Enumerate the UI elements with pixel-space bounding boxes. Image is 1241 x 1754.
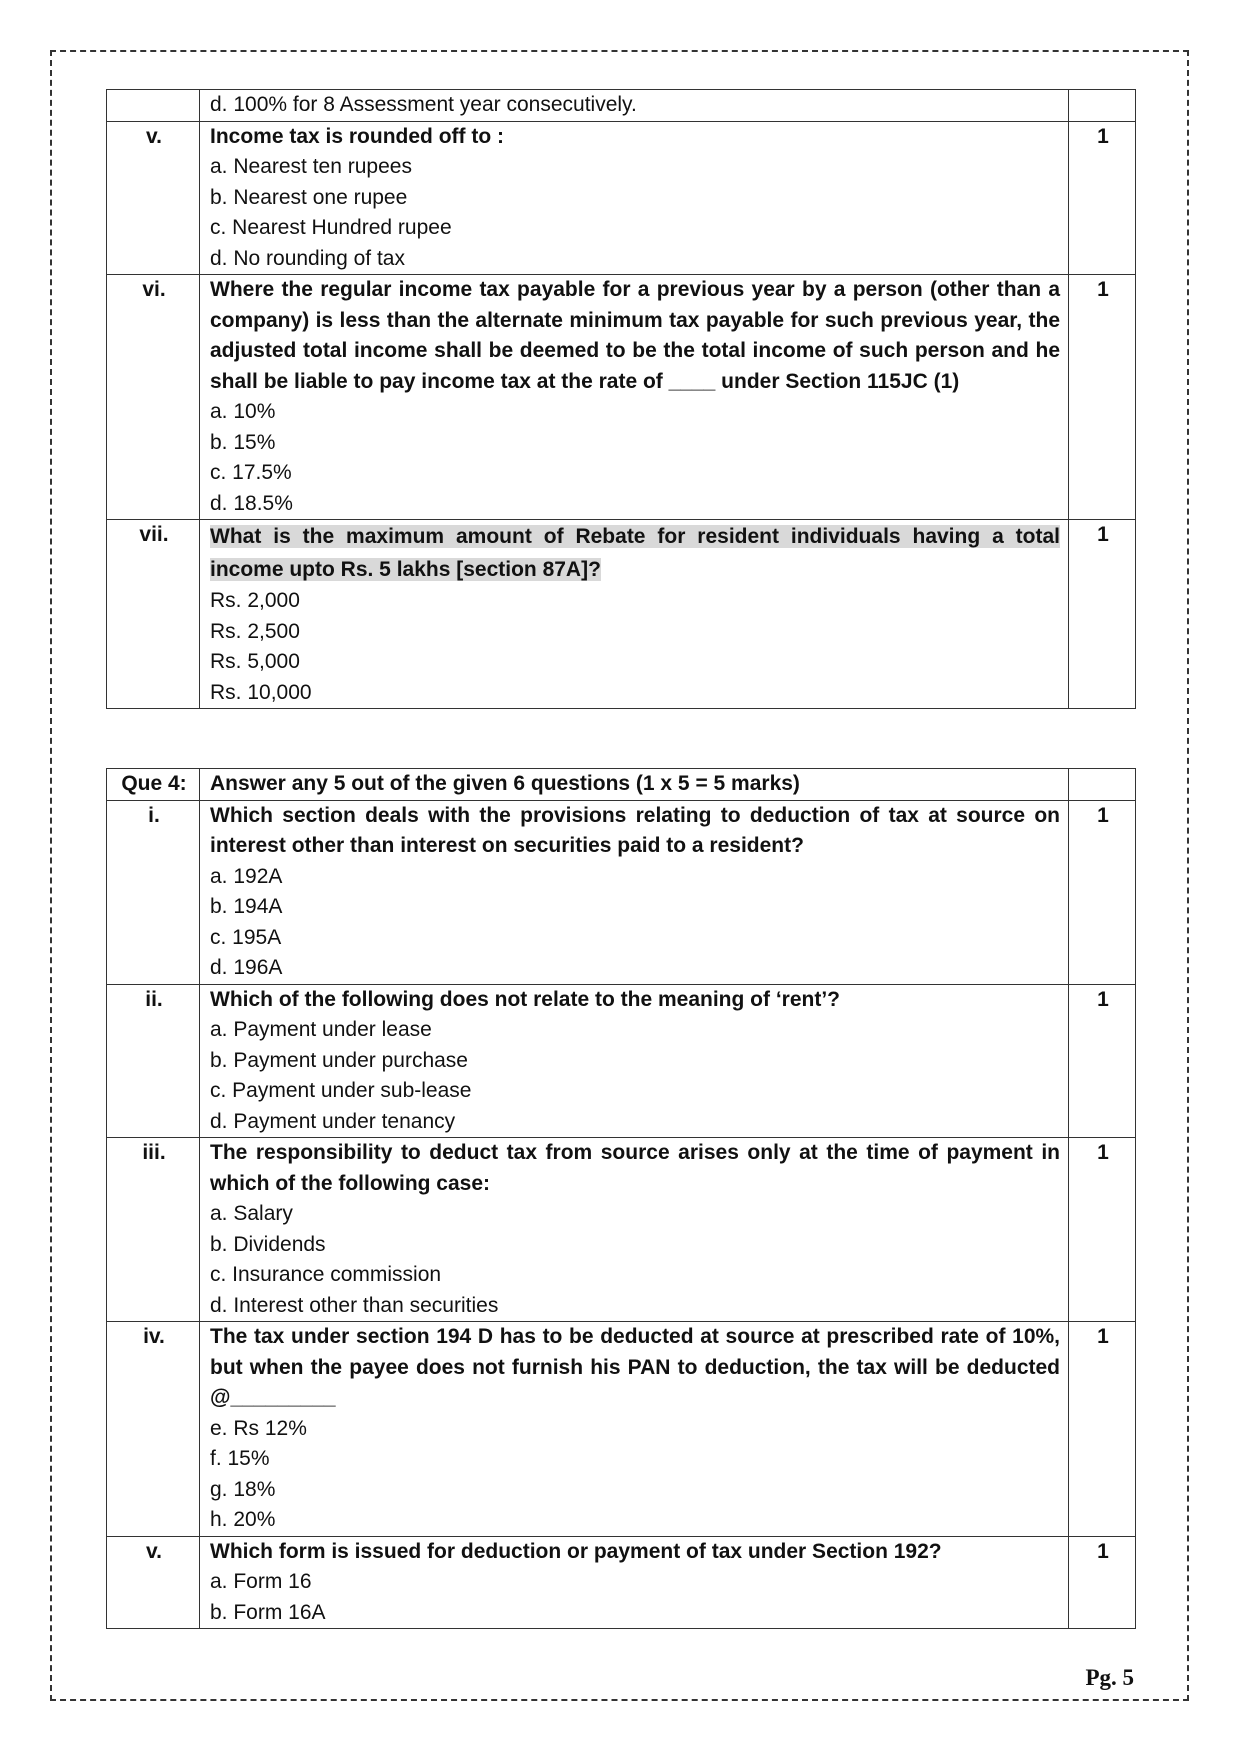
section-instruction: Answer any 5 out of the given 6 questions (1 x 5 = 5 marks) bbox=[200, 769, 1069, 801]
option: h. 20% bbox=[210, 1508, 276, 1531]
question-text: The responsibility to deduct tax from source arises only at the time of payment in which of the following case: bbox=[210, 1141, 1060, 1195]
question-cell bbox=[200, 800, 1069, 984]
table-header-row bbox=[107, 769, 1136, 801]
table-row bbox=[107, 520, 1136, 709]
question-number: iv. bbox=[107, 1322, 200, 1537]
option: c. 195A bbox=[210, 925, 282, 949]
question-text: Income tax is rounded off to : bbox=[210, 124, 505, 148]
question-number: vi. bbox=[107, 275, 200, 520]
question-number: v. bbox=[107, 1536, 200, 1629]
marks: 1 bbox=[1069, 984, 1136, 1138]
question-cell bbox=[200, 984, 1069, 1138]
table-row bbox=[107, 121, 1136, 275]
marks bbox=[1069, 769, 1136, 801]
marks: 1 bbox=[1069, 1138, 1136, 1322]
option: Rs. 2,500 bbox=[210, 619, 300, 643]
section-label: Que 4: bbox=[107, 769, 200, 801]
option: d. No rounding of tax bbox=[210, 246, 405, 270]
question-cell bbox=[200, 121, 1069, 275]
option: a. Form 16 bbox=[210, 1570, 312, 1593]
option: d. Interest other than securities bbox=[210, 1293, 499, 1317]
marks: 1 bbox=[1069, 1322, 1136, 1537]
option: b. 194A bbox=[210, 895, 283, 918]
question-cell bbox=[200, 520, 1069, 709]
question-cell bbox=[200, 1138, 1069, 1322]
question-cell bbox=[200, 1322, 1069, 1537]
option: b. 15% bbox=[210, 430, 276, 454]
question-cell bbox=[200, 90, 1069, 122]
marks: 1 bbox=[1069, 800, 1136, 984]
option: c. 17.5% bbox=[210, 461, 292, 484]
question-table-que4 bbox=[106, 768, 1136, 1629]
question-number: i. bbox=[107, 800, 200, 984]
option: g. 18% bbox=[210, 1477, 276, 1501]
option: a. Nearest ten rupees bbox=[210, 155, 412, 178]
option: f. 15% bbox=[210, 1447, 270, 1470]
option: c. Nearest Hundred rupee bbox=[210, 216, 452, 239]
option: d. 196A bbox=[210, 956, 283, 979]
question-number bbox=[107, 90, 200, 122]
question-number: v. bbox=[107, 121, 200, 275]
option: a. 192A bbox=[210, 864, 283, 888]
marks: 1 bbox=[1069, 121, 1136, 275]
table-row bbox=[107, 984, 1136, 1138]
question-text: Which form is issued for deduction or payment of tax under Section 192? bbox=[210, 1539, 942, 1563]
table-row bbox=[107, 1536, 1136, 1629]
option: e. Rs 12% bbox=[210, 1416, 307, 1440]
table-row bbox=[107, 800, 1136, 984]
marks: 1 bbox=[1069, 275, 1136, 520]
option: a. Payment under lease bbox=[210, 1018, 432, 1041]
option: c. Payment under sub-lease bbox=[210, 1079, 472, 1102]
question-text: Which section deals with the provisions relating to deduction of tax at source on interest other than interest on securities paid to a resident? bbox=[210, 803, 1060, 857]
question-text bbox=[210, 520, 1060, 586]
option: d. Payment under tenancy bbox=[210, 1109, 456, 1133]
option: a. Salary bbox=[210, 1202, 293, 1225]
option: d. 100% for 8 Assessment year consecutively. bbox=[210, 93, 637, 116]
question-text: The tax under section 194 D has to be deducted at source at prescribed rate of 10%, but when the payee does not furnish his PAN to deduction, the tax will be deducted @_________ bbox=[210, 1325, 1060, 1409]
option: b. Form 16A bbox=[210, 1600, 326, 1624]
question-cell bbox=[200, 275, 1069, 520]
option: c. Insurance commission bbox=[210, 1263, 442, 1286]
question-number: ii. bbox=[107, 984, 200, 1138]
option: a. 10% bbox=[210, 400, 276, 423]
option: Rs. 2,000 bbox=[210, 589, 300, 612]
question-text: Where the regular income tax payable for a previous year by a person (other than a company) is less than the alternate minimum tax payable for such previous year, the adjusted total income shall be deemed to be the total income of such person and he shall be liable to pay income tax at the rate of ____ under Section 115JC (1) bbox=[210, 278, 1060, 393]
option: Rs. 10,000 bbox=[210, 680, 312, 704]
option: b. Payment under purchase bbox=[210, 1048, 468, 1072]
table-row bbox=[107, 90, 1136, 122]
marks: 1 bbox=[1069, 520, 1136, 709]
table-row bbox=[107, 1322, 1136, 1537]
option: Rs. 5,000 bbox=[210, 650, 300, 673]
question-text: Which of the following does not relate to the meaning of ‘rent’? bbox=[210, 987, 840, 1011]
question-cell bbox=[200, 1536, 1069, 1629]
question-number: iii. bbox=[107, 1138, 200, 1322]
table-row bbox=[107, 275, 1136, 520]
table-row bbox=[107, 1138, 1136, 1322]
question-table-continued bbox=[106, 89, 1136, 709]
marks: 1 bbox=[1069, 1536, 1136, 1629]
option: b. Nearest one rupee bbox=[210, 185, 408, 209]
highlighted-question: What is the maximum amount of Rebate for resident individuals having a total income upto Rs. 5 lakhs [section 87A]? bbox=[210, 525, 1060, 581]
marks bbox=[1069, 90, 1136, 122]
option: b. Dividends bbox=[210, 1232, 326, 1256]
option: d. 18.5% bbox=[210, 491, 293, 515]
question-number: vii. bbox=[107, 520, 200, 709]
page-number: Pg. 5 bbox=[1085, 1665, 1134, 1690]
